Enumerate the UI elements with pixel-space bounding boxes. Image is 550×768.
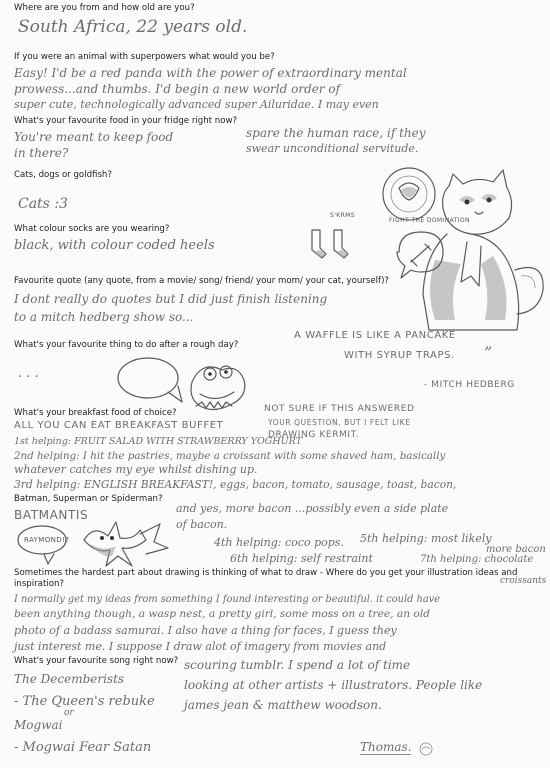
song-line2: - The Queen's rebuke xyxy=(14,694,155,709)
quote-line2: WITH SYRUP TRAPS. xyxy=(344,350,455,361)
answer-origin-age: South Africa, 22 years old. xyxy=(18,17,248,37)
song-line1: The Decemberists xyxy=(14,672,125,686)
cat-sign-text: S'KRMS xyxy=(330,212,355,219)
breakfast-line9: 5th helping: most likely xyxy=(360,532,492,545)
batmantis-drawing xyxy=(14,520,174,566)
answer-cats: Cats :3 xyxy=(18,196,68,212)
answer-quote-line2: to a mitch hedberg show so... xyxy=(14,310,194,324)
breakfast-line10: more bacon xyxy=(486,544,546,555)
breakfast-line7: of bacon. xyxy=(176,518,228,531)
breakfast-line5: 3rd helping: ENGLISH BREAKFAST!, eggs, bacon, tomato, sausage, toast, bacon, xyxy=(14,478,457,491)
song-or: or xyxy=(64,708,74,718)
breakfast-line8: 4th helping: coco pops. xyxy=(214,536,344,549)
question-cats-dogs: Cats, dogs or goldfish? xyxy=(14,170,112,180)
breakfast-line13: croissants xyxy=(500,576,547,586)
question-quote: Favourite quote (any quote, from a movie/ song/ friend/ your mom/ your cat, yourself)? xyxy=(14,276,389,286)
question-origin-age: Where are you from and how old are you? xyxy=(14,3,195,13)
breakfast-line3: 2nd helping: I hit the pastries, maybe a croissant with some shaved ham, basically xyxy=(14,450,446,462)
batmantis-bubble-text: RAYMOND!? xyxy=(24,536,70,544)
breakfast-line4: whatever catches my eye whilst dishing up. xyxy=(14,463,258,476)
kermit-note-line3: DRAWING KERMIT. xyxy=(268,430,360,440)
answer-rough-day: . . . xyxy=(18,366,39,381)
question-breakfast: What's your breakfast food of choice? xyxy=(14,408,177,418)
breakfast-line2: 1st helping: FRUIT SALAD WITH STRAWBERRY YOGHURT xyxy=(14,436,302,447)
red-panda-drawing xyxy=(375,160,550,335)
answer-animal-line2: prowess...and thumbs. I'd begin a new world order of xyxy=(14,82,341,96)
song-line3: Mogwai xyxy=(14,718,63,732)
quote-close-mark: ” xyxy=(484,343,493,362)
panda-badge-text: FIGHT THE DOMINATION xyxy=(389,217,470,224)
signature-doodle xyxy=(416,740,436,758)
answer-animal-line3: super cute, technologically advanced super Ailuridae. I may even xyxy=(14,98,379,111)
question-superhero: Batman, Superman or Spiderman? xyxy=(14,494,163,504)
breakfast-line11: 6th helping: self restraint xyxy=(230,552,373,565)
inspiration-line3: photo of a badass samurai. I also have a thing for faces, I guess they xyxy=(14,624,397,637)
song-line4: - Mogwai Fear Satan xyxy=(14,740,152,755)
signature: Thomas. xyxy=(360,740,412,754)
quote-line1: A WAFFLE IS LIKE A PANCAKE xyxy=(294,330,456,341)
answer-fridge-line1: You're meant to keep food xyxy=(14,130,174,144)
question-socks: What colour socks are you wearing? xyxy=(14,224,170,234)
answer-fridge-line2: in there? xyxy=(14,146,69,160)
answer-animal-line1: Easy! I'd be a red panda with the power of extraordinary mental xyxy=(14,66,407,80)
question-fridge-food: What's your favourite food in your fridge right now? xyxy=(14,116,238,126)
answer-animal-line5: swear unconditional servitude. xyxy=(246,142,419,155)
socks-drawing xyxy=(304,226,360,266)
breakfast-line12: 7th helping: chocolate xyxy=(420,554,534,565)
question-inspiration: Sometimes the hardest part about drawing is thinking of what to draw - Where do you get your illustration ideas and inspiration? xyxy=(14,568,518,589)
answer-superhero: BATMANTIS xyxy=(14,508,89,522)
question-animal-superpower: If you were an animal with superpowers what would you be? xyxy=(14,52,275,62)
inspiration-line2: been anything though, a wasp nest, a pretty girl, some moss on a tree, an old xyxy=(14,608,430,620)
question-rough-day: What's your favourite thing to do after a rough day? xyxy=(14,340,239,350)
answer-animal-line4: spare the human race, if they xyxy=(246,126,426,140)
inspiration-line6: looking at other artists + illustrators. People like xyxy=(184,678,483,692)
inspiration-line4: just interest me. I suppose I draw alot of imagery from movies and xyxy=(14,640,387,653)
inspiration-line5: scouring tumblr. I spend a lot of time xyxy=(184,658,411,672)
answer-quote-line1: I dont really do quotes but I did just finish listening xyxy=(14,292,328,306)
quote-attribution: - MITCH HEDBERG xyxy=(424,380,515,390)
kermit-note-line2: YOUR QUESTION, BUT I FELT LIKE xyxy=(268,418,411,427)
question-song: What's your favourite song right now? xyxy=(14,656,179,666)
inspiration-line1: I normally get my ideas from something I found interesting or beautiful. it could have xyxy=(14,594,440,605)
breakfast-line1: ALL YOU CAN EAT BREAKFAST BUFFET xyxy=(14,420,224,431)
inspiration-line7: james jean & matthew woodson. xyxy=(184,698,382,712)
answer-socks: black, with colour coded heels xyxy=(14,238,215,253)
breakfast-line6: and yes, more bacon ...possibly even a side plate xyxy=(176,502,449,515)
kermit-note-line1: NOT SURE IF THIS ANSWERED xyxy=(264,404,415,414)
